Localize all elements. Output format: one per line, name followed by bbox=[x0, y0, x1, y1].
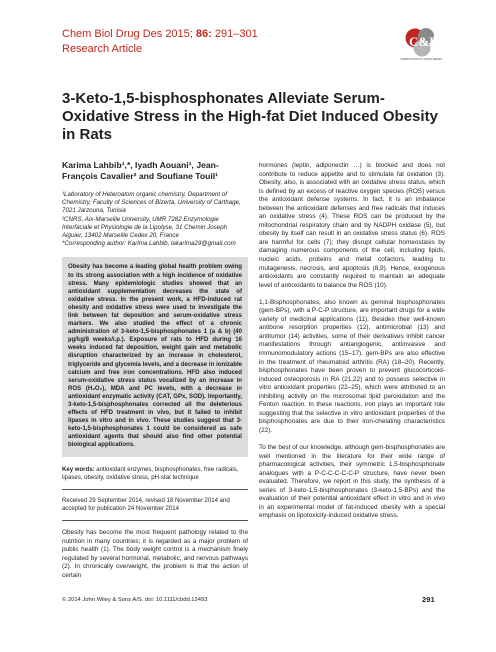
affiliations bbox=[62, 191, 248, 248]
authors: Karima Lahbib¹,*, Iyadh Aouani¹, Jean-François Cavalier² and Soufiane Touil¹ bbox=[62, 160, 219, 181]
page-number: 291 bbox=[422, 595, 435, 604]
page-header bbox=[0, 0, 496, 62]
keywords-list: antioxidant enzymes, bisphosphonates, free radicals, lipases, obesity, oxidative stress, pH-stat technique bbox=[62, 466, 239, 481]
affiliation-2: ²CNRS, Aix-Marseille University, UMR 7282 Enzymologie Interfaciale et Physiologie de la Lipolyse, 31 Chemin Joseph Aiguier, 13402 Marseille Cedex 20, France bbox=[62, 215, 228, 240]
divider bbox=[62, 489, 248, 490]
journal-volume: 86: bbox=[195, 28, 212, 40]
body-paragraph-2: 1,1-Bisphosphonates, also known as geminal bisphosphonates (gem-BPs), with a P-C-P structure, are important drugs for a wide variety of medicinal applications (11). Besides their well-known antibone resorption properties (12), antimicrobial (13) and antitumor (14) activities, some of their derivatives inhibit cancer manifestations through antiangiogenic, antiinvasive and immunomodulatory actions (15–17). gem-BPs are also effective in the treatment of rheumatoid arthritis (RA) (18–20). Recently, bisphosphonates have been proven to prevent glucocorticoid-induced osteoporosis in RA (21,22) and to possess selective in vitro antioxidant properties (22–25), which were attributed to an inhibiting activity on the microsomal lipid peroxidation and the Fenton reaction. In these reactions, iron plays an important role suggesting that the selective in vitro antioxidant properties of the bisphosphonates are due to their iron-chelating characteristics (22). bbox=[259, 298, 445, 434]
journal-logo bbox=[400, 26, 442, 66]
journal-pages: 291–301 bbox=[214, 28, 258, 40]
abstract-box bbox=[62, 257, 248, 456]
journal-name: Chem Biol Drug Des 2015; bbox=[62, 28, 193, 40]
journal-citation bbox=[62, 28, 258, 40]
received-dates: Received 29 September 2014, revised 18 November 2014 and accepted for publication 24 November 2014 bbox=[62, 497, 230, 512]
body-paragraph-3: To the best of our knowledge, although gem-bisphosphonates are well mentioned in the literature for their wide range of pharmacological activities, their symmetric 1,5-bisphosphonate analogues with a P-C-C-C-C-C-P structure, have never been evaluated. Therefore, we report in this study, the synthesis of a series of 3-keto-1,5-bisphosphonates (3-keto-1,5-BPs) and the evaluation of their potential antioxidant effect in vitro and in vivo in an experimental model of fat-induced obesity with a special emphasis on lipotoxicity-induced oxidative stress. bbox=[259, 443, 445, 520]
keywords bbox=[62, 466, 248, 482]
affiliation-1: ¹Laboratory of Heteroatom organic chemistry, Department of Chemistry, Faculty of Sciences of Bizerta, University of Carthage, 7021 Jarzouna, Tunisia bbox=[62, 191, 241, 215]
keywords-label: Key words: bbox=[62, 466, 95, 473]
abstract-text: Obesity has become a leading global health problem owing to its strong association with a high incidence of oxidative stress. Many epidemiologic studies showed that an antioxidant supplementation decreases the state of oxidative stress. In the present work, a HFD-induced rat obesity and oxidative stress were used to investigate the link between fat deposition and serum-oxidative stress markers. We also studied the effect of a chronic administration of 3-keto-1,5-bisphosphonates 1 (a & b) (40 µg/kg/8 weeks/i.p.). Exposure of rats to HFD during 16 weeks induced fat deposition, weight gain and metabolic disruption characterized by an increase in cholesterol, triglyceride and glycemia levels, and a decrease in ionizable calcium and free iron concentrations. HFD also induced serum-oxidative stress status vocalized by an increase in ROS (H₂O₂), MDA and PC levels, with a decrease in antioxidant enzymatic activity (CAT, GPx, SOD). Importantly, 3-keto-1,5-bisphosphonates corrected all the deleterious effects of HFD treatment in vivo, but it failed to inhibit lipases in vitro and in vivo. These studies suggest that 3-keto-1,5-bisphosphonates 1 could be considered as safe antioxidant agents that should also find other potential biological applications. bbox=[68, 264, 242, 449]
body-paragraph-1: hormones (leptin, adiponectin …) is blocked and does not contribute to reduce appetite and to stimulate fat oxidation (3). Obesity, also, is associated with an oxidative stress status, which is defined by an excess of reactive oxygen species (ROS) versus the antioxidant defense systems. In fact, it is an imbalance between the antioxidant defenses and free radicals that induces an oxidative stress (4). These ROS can be produced by the mitochondrial respiratory chain and by NADPH oxidase (5), but obesity by itself can result in an oxidative stress status (6). ROS are harmful for cells (7); they disrupt cellular homeostasis by damaging numerous components of the cell, including lipids, nucleic acids, proteins and metal cofactors, leading to mutagenesis, necrosis, and apoptosis (8,9). Hence, exogenous antioxidants are constantly required to maintain an adequate level of antioxidants to balance the ROS (10). bbox=[259, 162, 445, 289]
logo-caption: CHEMICAL BIOLOGY & DRUG DESIGN bbox=[400, 59, 442, 61]
left-column bbox=[62, 160, 248, 580]
logo-initials: C&B bbox=[409, 34, 438, 49]
corresponding-author: *Corresponding author: Karima Lahbib, lakarima29@gmail.com bbox=[62, 240, 236, 248]
article-type: Research Article bbox=[62, 43, 143, 55]
intro-paragraph-left: Obesity has become the most frequent pathology related to the nutrition in many countries; it is regarded as a major problem of public health (1). The body weight control is a mechanism finely regulated by several hormonal, metabolic, and nervous pathways (2). In chronically overweight, the problem is that the action of certain bbox=[62, 528, 248, 579]
right-column bbox=[259, 162, 445, 529]
divider bbox=[62, 520, 248, 521]
footer-copyright: © 2014 John Wiley & Sons A/S. doi: 10.1111/cbdd.12493 bbox=[62, 597, 208, 603]
paper-title: 3-Keto-1,5-bisphosphonates Alleviate Serum-Oxidative Stress in the High-fat Diet Induced Obesity in Rats bbox=[62, 90, 438, 143]
